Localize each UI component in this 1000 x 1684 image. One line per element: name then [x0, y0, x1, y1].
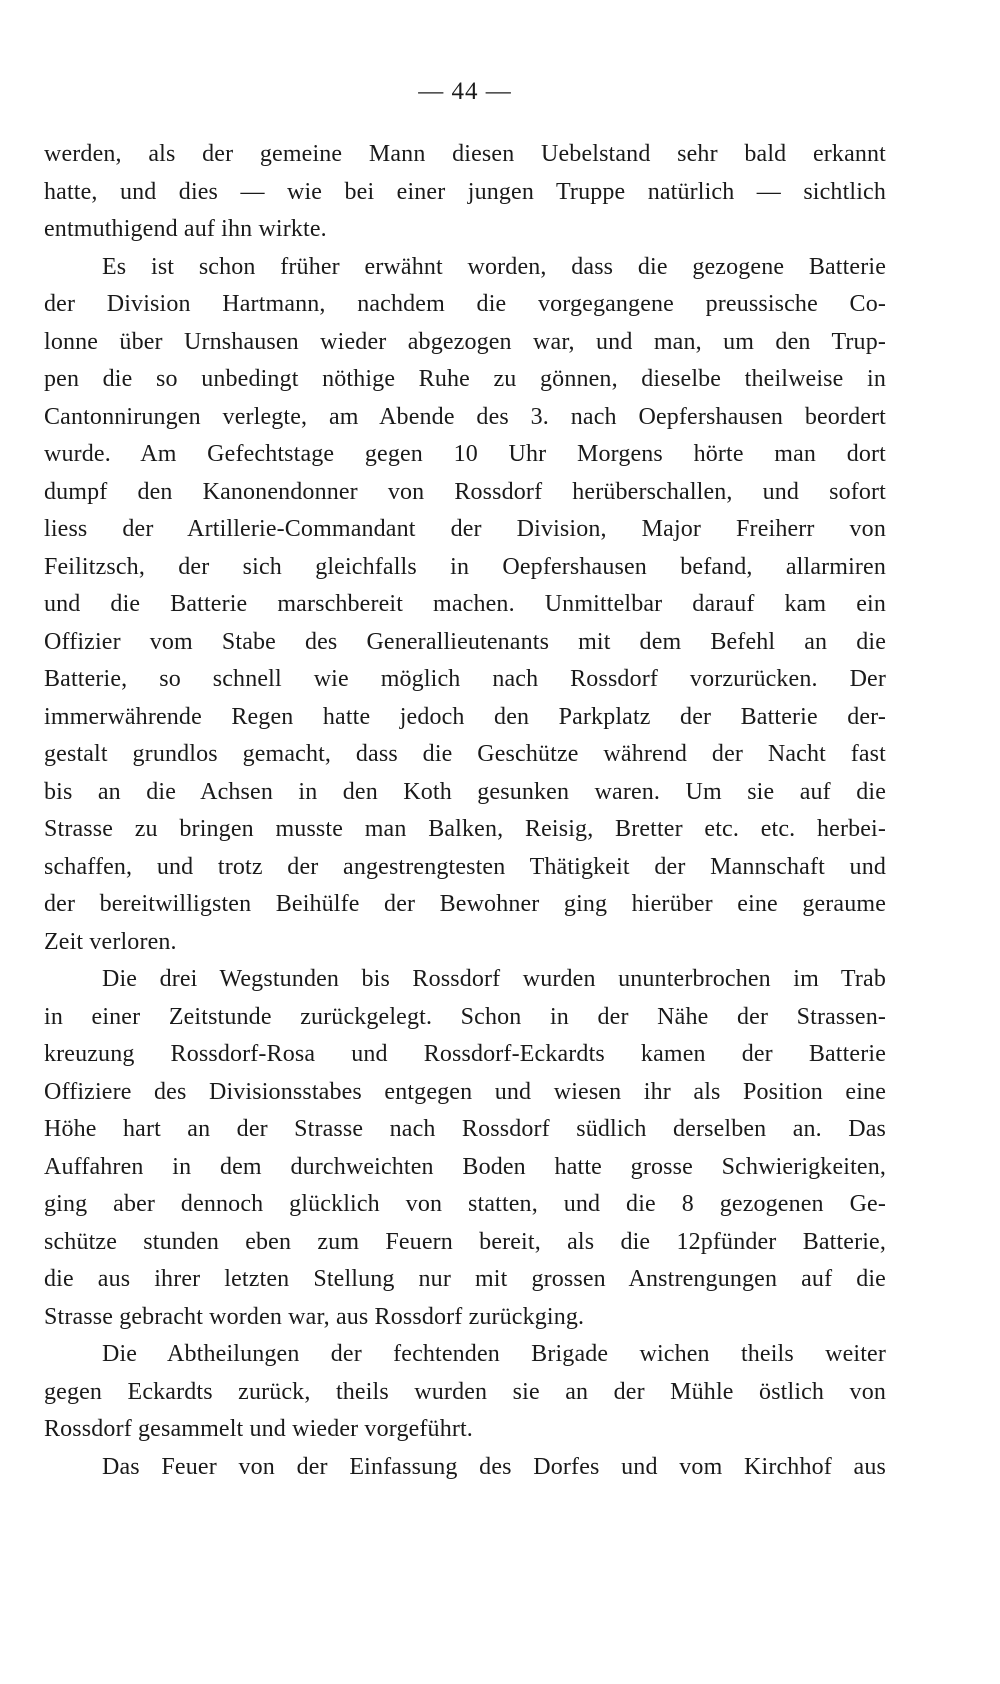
- text-line: Das Feuer von der Einfassung des Dorfes und vom Kirchhof aus: [102, 1453, 886, 1480]
- paragraph-2: [44, 249, 886, 962]
- text-line: und die Batterie marschbereit machen. Unmittelbar darauf kam ein: [44, 591, 886, 617]
- text-line: Strasse zu bringen musste man Balken, Reisig, Bretter etc. etc. herbei-: [44, 816, 886, 842]
- text-line: Höhe hart an der Strasse nach Rossdorf südlich derselben an. Das: [44, 1116, 886, 1142]
- text-line: kreuzung Rossdorf-Rosa und Rossdorf-Eckardts kamen der Batterie: [44, 1041, 886, 1067]
- text-line: Es ist schon früher erwähnt worden, dass die gezogene Batterie: [102, 253, 886, 280]
- text-line: Offizier vom Stabe des Generallieutenants mit dem Befehl an die: [44, 628, 886, 655]
- text-line: in einer Zeitstunde zurückgelegt. Schon in der Nähe der Strassen-: [44, 1003, 886, 1030]
- text-line: Batterie, so schnell wie möglich nach Rossdorf vorzurücken. Der: [44, 666, 886, 692]
- text-line: liess der Artillerie-Commandant der Division, Major Freiherr von: [44, 516, 886, 542]
- paragraph-3: [44, 961, 886, 1336]
- text-line: schütze stunden eben zum Feuern bereit, als die 12pfünder Batterie,: [44, 1228, 886, 1255]
- text-line: entmuthigend auf ihn wirkte.: [44, 216, 327, 242]
- text-line: Cantonnirungen verlegte, am Abende des 3. nach Oepfershausen beordert: [44, 403, 886, 430]
- text-line: Feilitzsch, der sich gleichfalls in Oepfershausen befand, allarmiren: [44, 553, 886, 580]
- paragraph-1: [44, 136, 886, 249]
- body-text: [44, 136, 886, 1486]
- text-line: schaffen, und trotz der angestrengtesten Thätigkeit der Mannschaft und: [44, 853, 886, 880]
- text-line: Strasse gebracht worden war, aus Rossdorf zurückging.: [44, 1303, 585, 1330]
- text-line: Die Abtheilungen der fechtenden Brigade wichen theils weiter: [102, 1341, 886, 1367]
- text-line: hatte, und dies — wie bei einer jungen Truppe natürlich — sichtlich: [44, 178, 886, 205]
- page-number: — 44 —: [418, 78, 512, 105]
- text-line: pen die so unbedingt nöthige Ruhe zu gönnen, dieselbe theilweise in: [44, 366, 886, 392]
- text-line: gestalt grundlos gemacht, dass die Geschütze während der Nacht fast: [44, 741, 886, 767]
- text-line: Rossdorf gesammelt und wieder vorgeführt.: [44, 1416, 473, 1442]
- text-line: Offiziere des Divisionsstabes entgegen und wiesen ihr als Position eine: [44, 1078, 886, 1105]
- text-line: wurde. Am Gefechtstage gegen 10 Uhr Morgens hörte man dort: [44, 441, 886, 467]
- text-line: immerwährende Regen hatte jedoch den Parkplatz der Batterie der-: [44, 703, 886, 730]
- text-line: lonne über Urnshausen wieder abgezogen war, und man, um den Trup-: [44, 328, 886, 355]
- text-line: dumpf den Kanonendonner von Rossdorf herüberschallen, und sofort: [44, 478, 886, 505]
- text-line: Zeit verloren.: [44, 928, 177, 955]
- text-line: ging aber dennoch glücklich von statten, und die 8 gezogenen Ge-: [44, 1191, 886, 1217]
- text-line: bis an die Achsen in den Koth gesunken waren. Um sie auf die: [44, 778, 886, 805]
- text-line: Die drei Wegstunden bis Rossdorf wurden ununterbrochen im Trab: [102, 966, 886, 992]
- text-line: gegen Eckardts zurück, theils wurden sie an der Mühle östlich von: [44, 1378, 886, 1405]
- text-line: die aus ihrer letzten Stellung nur mit grossen Anstrengungen auf die: [44, 1266, 886, 1292]
- text-line: Auffahren in dem durchweichten Boden hatte grosse Schwierigkeiten,: [44, 1153, 886, 1180]
- text-line: der Division Hartmann, nachdem die vorgegangene preussische Co-: [44, 291, 886, 317]
- paragraph-4: [44, 1336, 886, 1449]
- text-line: der bereitwilligsten Beihülfe der Bewohner ging hierüber eine geraume: [44, 891, 886, 917]
- text-line: werden, als der gemeine Mann diesen Uebelstand sehr bald erkannt: [44, 141, 886, 167]
- paragraph-5: [44, 1449, 886, 1487]
